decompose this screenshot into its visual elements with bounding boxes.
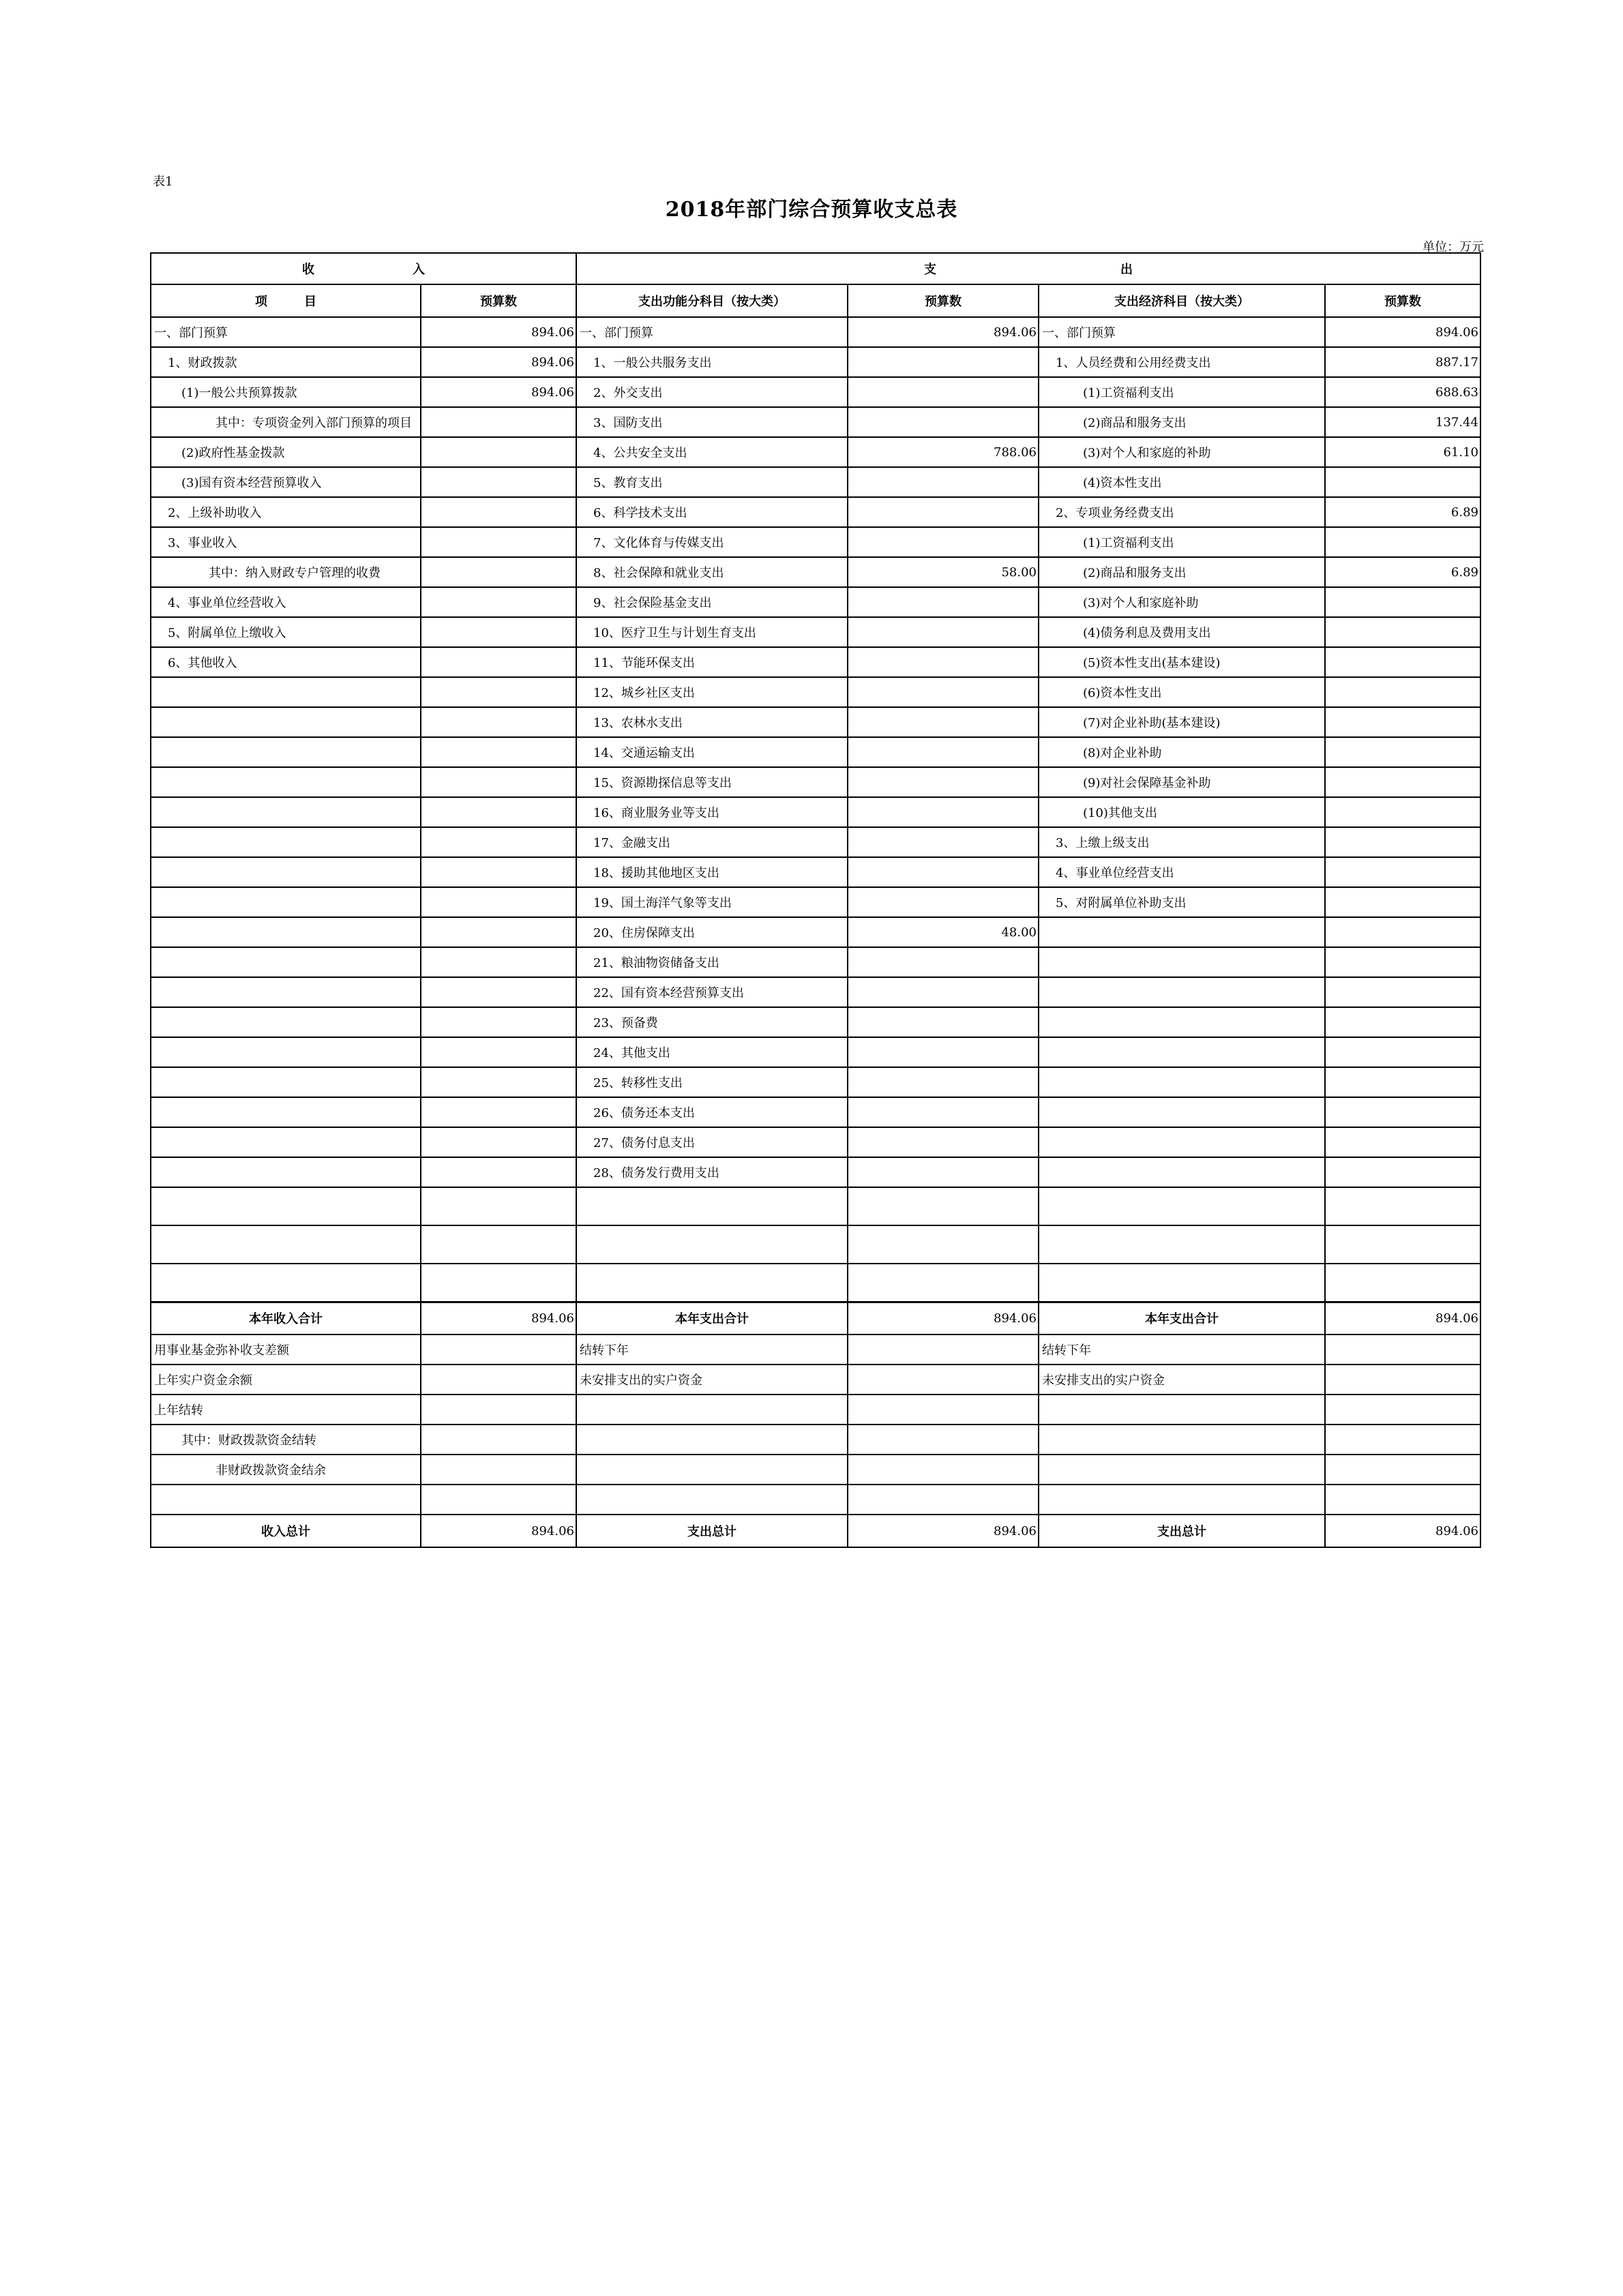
economic-item-cell: (1)工资福利支出 [1039, 527, 1325, 557]
economic-item-cell [1039, 947, 1325, 977]
income-budget-cell [421, 737, 576, 767]
functional-budget-cell [848, 527, 1039, 557]
economic-budget-cell [1325, 527, 1480, 557]
functional-item-cell: 6、科学技术支出 [576, 497, 848, 527]
economic-budget-cell: 894.06 [1325, 1515, 1480, 1547]
table-row [151, 617, 1480, 647]
functional-budget-cell [848, 587, 1039, 617]
table-row [151, 707, 1480, 737]
functional-item-cell [576, 1455, 848, 1485]
economic-budget-cell [1325, 827, 1480, 857]
economic-budget-cell [1325, 617, 1480, 647]
table-number: 表1 [153, 175, 173, 189]
economic-item-cell: (3)对个人和家庭的补助 [1039, 437, 1325, 467]
economic-budget-cell: 887.17 [1325, 347, 1480, 377]
functional-item-cell: 本年支出合计 [576, 1302, 848, 1335]
functional-item-cell: 19、国土海洋气象等支出 [576, 887, 848, 917]
functional-budget-cell: 788.06 [848, 437, 1039, 467]
economic-item-cell [1039, 917, 1325, 947]
table-row [151, 977, 1480, 1007]
income-item-cell [151, 827, 421, 857]
income-budget-cell [421, 557, 576, 587]
income-item-cell: 用事业基金弥补收支差额 [151, 1335, 421, 1365]
income-item-cell: 1、财政拨款 [151, 347, 421, 377]
income-item-cell [151, 1225, 421, 1264]
table-row [151, 587, 1480, 617]
functional-budget-cell: 894.06 [848, 1302, 1039, 1335]
income-item-cell: 其中：专项资金列入部门预算的项目 [151, 407, 421, 437]
functional-item-cell [576, 1395, 848, 1425]
economic-item-cell: 5、对附属单位补助支出 [1039, 887, 1325, 917]
income-budget-cell [421, 707, 576, 737]
functional-item-cell: 4、公共安全支出 [576, 437, 848, 467]
table-body [151, 317, 1480, 1547]
income-item-cell: (3)国有资本经营预算收入 [151, 467, 421, 497]
income-budget-cell [421, 1455, 576, 1485]
economic-budget-cell [1325, 1007, 1480, 1037]
table-row [151, 1157, 1480, 1187]
functional-budget-cell [848, 857, 1039, 887]
functional-item-cell: 28、债务发行费用支出 [576, 1157, 848, 1187]
functional-budget-cell [848, 737, 1039, 767]
table-row [151, 887, 1480, 917]
economic-budget-cell [1325, 1067, 1480, 1097]
table-row [151, 1187, 1480, 1225]
economic-budget-cell [1325, 1335, 1480, 1365]
income-budget-cell: 894.06 [421, 317, 576, 347]
functional-item-cell: 27、债务付息支出 [576, 1127, 848, 1157]
table-row [151, 1365, 1480, 1395]
header-row-2 [151, 284, 1480, 317]
functional-item-cell: 11、节能环保支出 [576, 647, 848, 677]
functional-item-cell: 15、资源勘探信息等支出 [576, 767, 848, 797]
table-row [151, 407, 1480, 437]
functional-item-cell: 1、一般公共服务支出 [576, 347, 848, 377]
functional-item-cell: 5、教育支出 [576, 467, 848, 497]
income-item-cell [151, 767, 421, 797]
economic-budget-cell [1325, 587, 1480, 617]
income-item-cell [151, 1157, 421, 1187]
income-budget-cell [421, 917, 576, 947]
col-header-economic: 支出经济科目（按大类） [1039, 284, 1325, 317]
col-header-budget-2: 预算数 [848, 284, 1039, 317]
income-item-cell: 上年实户资金余额 [151, 1365, 421, 1395]
economic-item-cell [1039, 1067, 1325, 1097]
functional-item-cell: 8、社会保障和就业支出 [576, 557, 848, 587]
functional-budget-cell [848, 767, 1039, 797]
income-budget-cell [421, 1187, 576, 1225]
economic-budget-cell: 6.89 [1325, 557, 1480, 587]
functional-budget-cell [848, 1187, 1039, 1225]
functional-budget-cell [848, 407, 1039, 437]
functional-budget-cell [848, 887, 1039, 917]
functional-budget-cell [848, 1455, 1039, 1485]
functional-item-cell: 2、外交支出 [576, 377, 848, 407]
table-row [151, 1067, 1480, 1097]
functional-budget-cell [848, 947, 1039, 977]
functional-item-cell: 23、预备费 [576, 1007, 848, 1037]
income-budget-cell [421, 827, 576, 857]
income-budget-cell [421, 767, 576, 797]
income-item-cell: 6、其他收入 [151, 647, 421, 677]
functional-budget-cell [848, 1225, 1039, 1264]
income-item-cell: 其中：财政拨款资金结转 [151, 1425, 421, 1455]
functional-item-cell: 24、其他支出 [576, 1037, 848, 1067]
economic-item-cell: (7)对企业补助(基本建设) [1039, 707, 1325, 737]
economic-item-cell [1039, 1425, 1325, 1455]
income-item-cell [151, 857, 421, 887]
functional-budget-cell [848, 827, 1039, 857]
functional-item-cell: 支出总计 [576, 1515, 848, 1547]
economic-item-cell [1039, 1225, 1325, 1264]
economic-budget-cell: 688.63 [1325, 377, 1480, 407]
income-item-cell [151, 797, 421, 827]
income-budget-cell [421, 617, 576, 647]
income-budget-cell [421, 407, 576, 437]
economic-item-cell: (4)债务利息及费用支出 [1039, 617, 1325, 647]
economic-budget-cell: 894.06 [1325, 1302, 1480, 1335]
income-budget-cell [421, 887, 576, 917]
table-row [151, 1485, 1480, 1515]
functional-item-cell: 14、交通运输支出 [576, 737, 848, 767]
economic-budget-cell [1325, 1037, 1480, 1067]
income-item-cell [151, 737, 421, 767]
economic-budget-cell [1325, 1455, 1480, 1485]
income-budget-cell [421, 647, 576, 677]
table-row [151, 437, 1480, 467]
income-budget-cell: 894.06 [421, 347, 576, 377]
table-row [151, 497, 1480, 527]
income-item-cell: 非财政拨款资金结余 [151, 1455, 421, 1485]
income-budget-cell [421, 497, 576, 527]
economic-budget-cell: 6.89 [1325, 497, 1480, 527]
income-budget-cell [421, 857, 576, 887]
economic-budget-cell [1325, 1187, 1480, 1225]
functional-item-cell: 13、农林水支出 [576, 707, 848, 737]
income-budget-cell [421, 947, 576, 977]
economic-item-cell [1039, 1097, 1325, 1127]
economic-item-cell [1039, 1395, 1325, 1425]
functional-budget-cell [848, 977, 1039, 1007]
economic-budget-cell [1325, 1097, 1480, 1127]
income-item-cell: 上年结转 [151, 1395, 421, 1425]
economic-budget-cell [1325, 647, 1480, 677]
income-budget-cell [421, 1067, 576, 1097]
table-row [151, 1395, 1480, 1425]
income-budget-cell [421, 1225, 576, 1264]
table-row [151, 857, 1480, 887]
income-budget-cell [421, 1264, 576, 1302]
economic-item-cell [1039, 1187, 1325, 1225]
col-header-budget: 预算数 [421, 284, 576, 317]
functional-budget-cell [848, 1264, 1039, 1302]
functional-budget-cell [848, 377, 1039, 407]
table-row [151, 377, 1480, 407]
economic-item-cell [1039, 1264, 1325, 1302]
income-budget-cell [421, 467, 576, 497]
economic-item-cell: 结转下年 [1039, 1335, 1325, 1365]
economic-item-cell: 4、事业单位经营支出 [1039, 857, 1325, 887]
economic-budget-cell [1325, 887, 1480, 917]
income-budget-cell [421, 677, 576, 707]
economic-item-cell: (2)商品和服务支出 [1039, 557, 1325, 587]
economic-budget-cell [1325, 737, 1480, 767]
income-item-cell: 5、附属单位上缴收入 [151, 617, 421, 647]
functional-budget-cell: 48.00 [848, 917, 1039, 947]
economic-budget-cell [1325, 767, 1480, 797]
table-row [151, 947, 1480, 977]
table-row [151, 1515, 1480, 1547]
functional-item-cell: 25、转移性支出 [576, 1067, 848, 1097]
functional-item-cell: 22、国有资本经营预算支出 [576, 977, 848, 1007]
income-item-cell [151, 1097, 421, 1127]
economic-item-cell [1039, 977, 1325, 1007]
income-item-cell [151, 917, 421, 947]
income-budget-cell [421, 1365, 576, 1395]
table-row [151, 1007, 1480, 1037]
functional-budget-cell [848, 347, 1039, 377]
income-item-cell [151, 707, 421, 737]
functional-item-cell: 12、城乡社区支出 [576, 677, 848, 707]
economic-item-cell: (1)工资福利支出 [1039, 377, 1325, 407]
expense-header: 支 出 [576, 253, 1480, 284]
table-row [151, 557, 1480, 587]
budget-table [150, 252, 1481, 1548]
functional-item-cell [576, 1187, 848, 1225]
document-title: 2018年部门综合预算收支总表 [665, 198, 958, 222]
economic-item-cell: 一、部门预算 [1039, 317, 1325, 347]
income-item-cell: (1)一般公共预算拨款 [151, 377, 421, 407]
economic-budget-cell [1325, 1127, 1480, 1157]
income-budget-cell [421, 1425, 576, 1455]
income-item-cell: 收入总计 [151, 1515, 421, 1547]
table-row [151, 647, 1480, 677]
income-budget-cell [421, 797, 576, 827]
income-item-cell: 2、上级补助收入 [151, 497, 421, 527]
economic-budget-cell [1325, 1395, 1480, 1425]
income-budget-cell [421, 527, 576, 557]
economic-budget-cell [1325, 1264, 1480, 1302]
income-budget-cell [421, 1395, 576, 1425]
income-item-cell: 4、事业单位经营收入 [151, 587, 421, 617]
economic-item-cell: (5)资本性支出(基本建设) [1039, 647, 1325, 677]
income-budget-cell [421, 1097, 576, 1127]
functional-budget-cell [848, 497, 1039, 527]
economic-budget-cell [1325, 797, 1480, 827]
economic-item-cell: (3)对个人和家庭补助 [1039, 587, 1325, 617]
functional-budget-cell [848, 1485, 1039, 1515]
functional-item-cell: 结转下年 [576, 1335, 848, 1365]
table-row [151, 677, 1480, 707]
economic-item-cell: 未安排支出的实户资金 [1039, 1365, 1325, 1395]
economic-item-cell: (9)对社会保障基金补助 [1039, 767, 1325, 797]
income-item-cell [151, 1127, 421, 1157]
income-budget-cell: 894.06 [421, 377, 576, 407]
economic-item-cell [1039, 1485, 1325, 1515]
income-item-cell [151, 1007, 421, 1037]
income-item-cell [151, 1264, 421, 1302]
income-budget-cell [421, 1157, 576, 1187]
income-budget-cell: 894.06 [421, 1515, 576, 1547]
income-item-cell [151, 1485, 421, 1515]
economic-budget-cell [1325, 977, 1480, 1007]
table-row [151, 1264, 1480, 1302]
functional-budget-cell [848, 647, 1039, 677]
income-header: 收 入 [151, 253, 576, 284]
income-budget-cell [421, 1007, 576, 1037]
economic-budget-cell [1325, 1425, 1480, 1455]
economic-budget-cell [1325, 947, 1480, 977]
economic-item-cell: 本年支出合计 [1039, 1302, 1325, 1335]
economic-item-cell [1039, 1455, 1325, 1485]
economic-budget-cell [1325, 1157, 1480, 1187]
functional-budget-cell [848, 617, 1039, 647]
income-item-cell: 本年收入合计 [151, 1302, 421, 1335]
table-row [151, 1335, 1480, 1365]
income-budget-cell [421, 587, 576, 617]
table-row [151, 1302, 1480, 1335]
income-item-cell [151, 677, 421, 707]
functional-item-cell [576, 1225, 848, 1264]
functional-budget-cell [848, 1395, 1039, 1425]
functional-budget-cell [848, 1007, 1039, 1037]
income-item-cell: 3、事业收入 [151, 527, 421, 557]
economic-item-cell [1039, 1037, 1325, 1067]
col-header-item: 项 目 [151, 284, 421, 317]
functional-item-cell: 9、社会保险基金支出 [576, 587, 848, 617]
economic-item-cell: (4)资本性支出 [1039, 467, 1325, 497]
economic-item-cell: 2、专项业务经费支出 [1039, 497, 1325, 527]
table-row [151, 767, 1480, 797]
functional-item-cell: 17、金融支出 [576, 827, 848, 857]
economic-item-cell: (6)资本性支出 [1039, 677, 1325, 707]
functional-budget-cell [848, 1127, 1039, 1157]
economic-item-cell [1039, 1007, 1325, 1037]
functional-budget-cell [848, 1157, 1039, 1187]
economic-item-cell [1039, 1127, 1325, 1157]
functional-budget-cell: 58.00 [848, 557, 1039, 587]
table-row [151, 317, 1480, 347]
functional-budget-cell [848, 677, 1039, 707]
table-row [151, 467, 1480, 497]
economic-item-cell: 1、人员经费和公用经费支出 [1039, 347, 1325, 377]
table-row [151, 1037, 1480, 1067]
economic-budget-cell [1325, 707, 1480, 737]
economic-budget-cell [1325, 857, 1480, 887]
functional-item-cell [576, 1264, 848, 1302]
income-item-cell: (2)政府性基金拨款 [151, 437, 421, 467]
economic-budget-cell: 137.44 [1325, 407, 1480, 437]
economic-item-cell: 支出总计 [1039, 1515, 1325, 1547]
income-item-cell [151, 977, 421, 1007]
income-item-cell [151, 887, 421, 917]
income-item-cell: 一、部门预算 [151, 317, 421, 347]
col-header-functional: 支出功能分科目（按大类） [576, 284, 848, 317]
col-header-budget-3: 预算数 [1325, 284, 1480, 317]
income-item-cell [151, 1067, 421, 1097]
income-item-cell: 其中：纳入财政专户管理的收费 [151, 557, 421, 587]
economic-item-cell [1039, 1157, 1325, 1187]
functional-budget-cell: 894.06 [848, 1515, 1039, 1547]
table-row [151, 347, 1480, 377]
table-row [151, 827, 1480, 857]
functional-item-cell [576, 1485, 848, 1515]
income-item-cell [151, 1187, 421, 1225]
functional-budget-cell [848, 1037, 1039, 1067]
functional-budget-cell [848, 1097, 1039, 1127]
economic-budget-cell [1325, 677, 1480, 707]
economic-item-cell: (2)商品和服务支出 [1039, 407, 1325, 437]
functional-item-cell: 18、援助其他地区支出 [576, 857, 848, 887]
income-budget-cell [421, 1127, 576, 1157]
functional-budget-cell [848, 797, 1039, 827]
income-budget-cell [421, 1485, 576, 1515]
income-budget-cell [421, 977, 576, 1007]
unit-label: 单位：万元 [1423, 240, 1484, 254]
table-row [151, 797, 1480, 827]
functional-item-cell: 16、商业服务业等支出 [576, 797, 848, 827]
functional-item-cell: 未安排支出的实户资金 [576, 1365, 848, 1395]
functional-item-cell [576, 1425, 848, 1455]
income-budget-cell [421, 1335, 576, 1365]
functional-item-cell: 3、国防支出 [576, 407, 848, 437]
functional-budget-cell [848, 1365, 1039, 1395]
header-row-1 [151, 253, 1480, 284]
income-budget-cell [421, 437, 576, 467]
table-row [151, 1127, 1480, 1157]
functional-item-cell: 20、住房保障支出 [576, 917, 848, 947]
income-item-cell [151, 1037, 421, 1067]
table-row [151, 1455, 1480, 1485]
economic-budget-cell [1325, 1365, 1480, 1395]
table-row [151, 1425, 1480, 1455]
functional-item-cell: 10、医疗卫生与计划生育支出 [576, 617, 848, 647]
functional-budget-cell [848, 1425, 1039, 1455]
functional-item-cell: 26、债务还本支出 [576, 1097, 848, 1127]
economic-budget-cell: 894.06 [1325, 317, 1480, 347]
economic-item-cell: (10)其他支出 [1039, 797, 1325, 827]
functional-budget-cell: 894.06 [848, 317, 1039, 347]
economic-budget-cell [1325, 917, 1480, 947]
table-row [151, 1097, 1480, 1127]
functional-item-cell: 一、部门预算 [576, 317, 848, 347]
economic-budget-cell [1325, 1225, 1480, 1264]
functional-budget-cell [848, 1067, 1039, 1097]
table-row [151, 917, 1480, 947]
income-item-cell [151, 947, 421, 977]
table-row [151, 737, 1480, 767]
table-row [151, 1225, 1480, 1264]
functional-budget-cell [848, 1335, 1039, 1365]
economic-budget-cell [1325, 467, 1480, 497]
economic-budget-cell [1325, 1485, 1480, 1515]
income-budget-cell [421, 1037, 576, 1067]
economic-budget-cell: 61.10 [1325, 437, 1480, 467]
functional-item-cell: 7、文化体育与传媒支出 [576, 527, 848, 557]
economic-item-cell: 3、上缴上级支出 [1039, 827, 1325, 857]
functional-budget-cell [848, 467, 1039, 497]
economic-item-cell: (8)对企业补助 [1039, 737, 1325, 767]
table-row [151, 527, 1480, 557]
functional-item-cell: 21、粮油物资储备支出 [576, 947, 848, 977]
income-budget-cell: 894.06 [421, 1302, 576, 1335]
functional-budget-cell [848, 707, 1039, 737]
